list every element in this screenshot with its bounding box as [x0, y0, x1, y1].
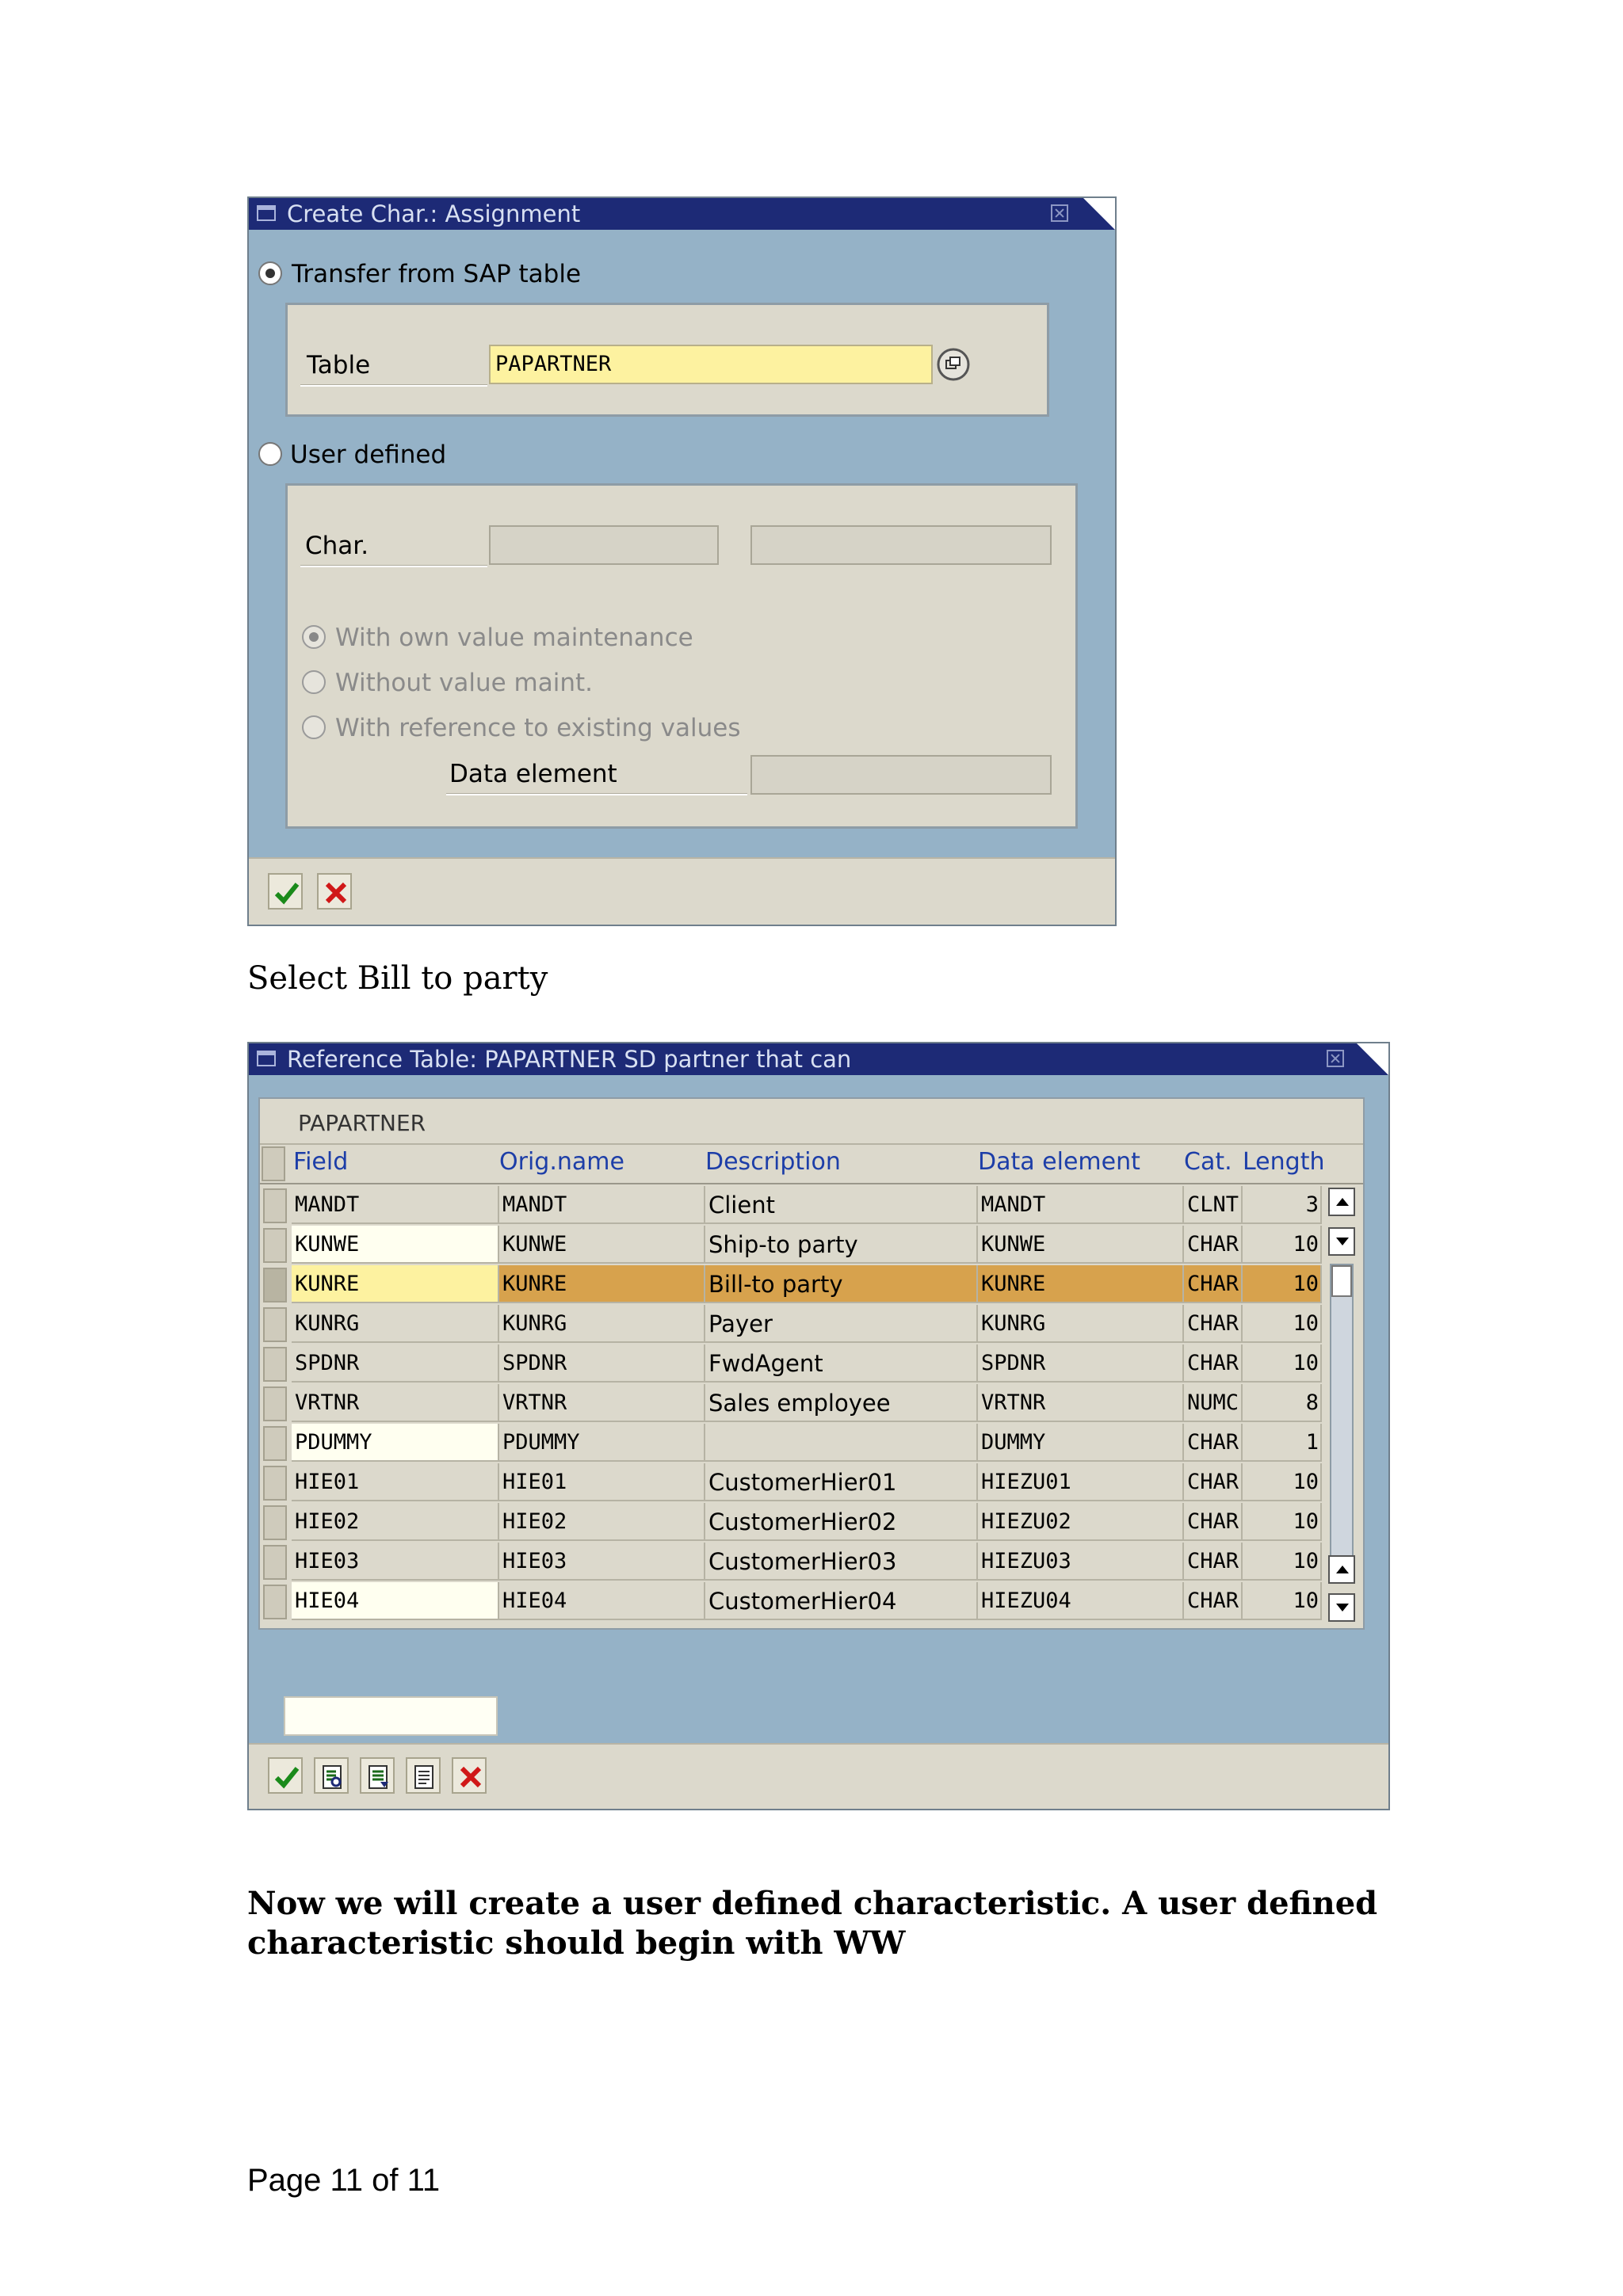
row-selector[interactable]	[263, 1505, 287, 1540]
reference-values-radio[interactable]	[302, 715, 326, 739]
row-selector[interactable]	[263, 1268, 287, 1302]
arrow-up-icon	[1335, 1196, 1350, 1207]
char-label: Char.	[305, 532, 369, 560]
cell-data-element[interactable]: VRTNR	[978, 1384, 1184, 1422]
row-selector[interactable]	[263, 1188, 287, 1223]
cell-description[interactable]: Sales employee	[705, 1384, 978, 1422]
row-selector[interactable]	[263, 1347, 287, 1382]
cell-cat[interactable]: CHAR	[1184, 1305, 1243, 1343]
column-header-cat[interactable]: Cat.	[1184, 1148, 1232, 1176]
reference-values-label: With reference to existing values	[335, 714, 741, 742]
value-help-icon	[936, 345, 971, 384]
cell-length[interactable]: 10	[1243, 1503, 1322, 1541]
cell-cat[interactable]: CHAR	[1184, 1226, 1243, 1264]
cell-field[interactable]: KUNRG	[292, 1305, 499, 1343]
instruction-user-defined: Now we will create a user defined characteristic. A user defined characteristic should begin with WW	[247, 1885, 1378, 1962]
cell-description[interactable]: Bill-to party	[705, 1265, 978, 1303]
cell-description[interactable]: CustomerHier01	[705, 1463, 978, 1501]
find-button[interactable]	[314, 1757, 349, 1794]
cell-cat[interactable]: CHAR	[1184, 1582, 1243, 1620]
cell-description[interactable]	[705, 1424, 978, 1462]
cell-orig-name[interactable]: KUNRG	[499, 1305, 705, 1343]
row-selector[interactable]	[263, 1545, 287, 1580]
cell-cat[interactable]: CHAR	[1184, 1424, 1243, 1462]
cell-cat[interactable]: CHAR	[1184, 1265, 1243, 1303]
scroll-down-button[interactable]	[1328, 1227, 1355, 1256]
cell-field[interactable]: KUNRE	[292, 1265, 499, 1303]
cell-field[interactable]: HIE04	[292, 1582, 499, 1620]
column-header-length[interactable]: Length	[1243, 1148, 1325, 1176]
cell-orig-name[interactable]: MANDT	[499, 1186, 705, 1224]
instruction-select-bill-to: Select Bill to party	[247, 960, 548, 997]
cell-orig-name[interactable]: HIE02	[499, 1503, 705, 1541]
cell-data-element[interactable]: MANDT	[978, 1186, 1184, 1224]
user-defined-group	[285, 483, 1078, 829]
cell-length[interactable]: 10	[1243, 1543, 1322, 1581]
vertical-scrollbar[interactable]	[1327, 1145, 1360, 1627]
cell-data-element[interactable]: KUNRE	[978, 1265, 1184, 1303]
cancel-button[interactable]	[452, 1757, 487, 1794]
column-header-data-element[interactable]: Data element	[978, 1148, 1140, 1176]
cell-description[interactable]: Ship-to party	[705, 1226, 978, 1264]
cell-description[interactable]: CustomerHier02	[705, 1503, 978, 1541]
cell-length[interactable]: 10	[1243, 1305, 1322, 1343]
cell-length[interactable]: 8	[1243, 1384, 1322, 1422]
cell-data-element[interactable]: KUNWE	[978, 1226, 1184, 1264]
column-header-description[interactable]: Description	[705, 1148, 841, 1176]
cell-field[interactable]: MANDT	[292, 1186, 499, 1224]
confirm-button[interactable]	[268, 1757, 303, 1794]
table-caption: PAPARTNER	[298, 1110, 426, 1136]
cell-cat[interactable]: CLNT	[1184, 1186, 1243, 1224]
reference-table	[258, 1097, 1365, 1630]
own-value-radio[interactable]	[302, 625, 326, 649]
cancel-icon	[458, 1764, 483, 1790]
transfer-label: Transfer from SAP table	[292, 260, 582, 288]
scroll-thumb[interactable]	[1331, 1265, 1352, 1297]
cell-description[interactable]: Payer	[705, 1305, 978, 1343]
cell-orig-name[interactable]: HIE04	[499, 1582, 705, 1620]
data-element-label: Data element	[449, 760, 617, 788]
reference-table-dialog	[247, 1042, 1390, 1810]
cell-data-element[interactable]: DUMMY	[978, 1424, 1184, 1462]
dialog-title-2: Reference Table: PAPARTNER SD partner that can	[287, 1046, 852, 1073]
cell-orig-name[interactable]: SPDNR	[499, 1344, 705, 1383]
cell-length[interactable]: 3	[1243, 1186, 1322, 1224]
cell-orig-name[interactable]: HIE01	[499, 1463, 705, 1501]
cell-field[interactable]: HIE02	[292, 1503, 499, 1541]
cell-field[interactable]: VRTNR	[292, 1384, 499, 1422]
own-value-label: With own value maintenance	[335, 624, 693, 652]
cell-field[interactable]: HIE03	[292, 1543, 499, 1581]
select-all-cell[interactable]	[262, 1146, 285, 1181]
row-selector[interactable]	[263, 1466, 287, 1501]
column-header-orig-name[interactable]: Orig.name	[499, 1148, 624, 1176]
cell-description[interactable]: CustomerHier03	[705, 1543, 978, 1581]
cell-data-element[interactable]: KUNRG	[978, 1305, 1184, 1343]
cell-orig-name[interactable]: KUNWE	[499, 1226, 705, 1264]
cancel-icon	[323, 880, 349, 906]
cell-field[interactable]: HIE01	[292, 1463, 499, 1501]
cell-cat[interactable]: NUMC	[1184, 1384, 1243, 1422]
create-char-assignment-dialog	[247, 196, 1117, 926]
arrow-down-icon	[1335, 1602, 1350, 1613]
cell-description[interactable]: CustomerHier04	[705, 1582, 978, 1620]
char-input[interactable]	[489, 525, 719, 565]
cell-data-element[interactable]: HIEZU04	[978, 1582, 1184, 1620]
details-icon	[412, 1764, 437, 1790]
table-header	[260, 1143, 1363, 1184]
char-description-input[interactable]	[750, 525, 1052, 565]
dialog-footer-2	[249, 1743, 1388, 1809]
details-button[interactable]	[406, 1757, 441, 1794]
cell-length[interactable]: 1	[1243, 1424, 1322, 1462]
cell-field[interactable]: PDUMMY	[292, 1424, 499, 1462]
user-defined-radio[interactable]	[258, 442, 282, 466]
window-icon	[257, 205, 276, 221]
cell-data-element[interactable]: HIEZU02	[978, 1503, 1184, 1541]
cell-orig-name[interactable]: HIE03	[499, 1543, 705, 1581]
table-label: Table	[307, 351, 371, 379]
scroll-page-down-button[interactable]	[1328, 1593, 1355, 1622]
cell-data-element[interactable]: HIEZU01	[978, 1463, 1184, 1501]
scroll-page-up-button[interactable]	[1328, 1555, 1355, 1584]
scroll-track[interactable]	[1330, 1264, 1354, 1582]
table-input[interactable]: PAPARTNER	[489, 345, 933, 384]
find-next-icon	[366, 1764, 391, 1790]
cell-description[interactable]: FwdAgent	[705, 1344, 978, 1383]
row-selector[interactable]	[263, 1228, 287, 1263]
cancel-button[interactable]	[317, 873, 352, 910]
cell-orig-name[interactable]: KUNRE	[499, 1265, 705, 1303]
find-next-button[interactable]	[360, 1757, 395, 1794]
cell-description[interactable]: Client	[705, 1186, 978, 1224]
find-icon	[320, 1764, 346, 1790]
cell-length[interactable]: 10	[1243, 1226, 1322, 1264]
scroll-up-button[interactable]	[1328, 1188, 1355, 1216]
value-help-button[interactable]	[936, 345, 971, 384]
cell-data-element[interactable]: HIEZU03	[978, 1543, 1184, 1581]
row-selector[interactable]	[263, 1585, 287, 1619]
data-element-input[interactable]	[750, 755, 1052, 795]
dialog-title-bar-2	[249, 1043, 1388, 1075]
cell-cat[interactable]: CHAR	[1184, 1344, 1243, 1383]
transfer-radio[interactable]	[258, 261, 282, 285]
cell-field[interactable]: KUNWE	[292, 1226, 499, 1264]
cell-length[interactable]: 10	[1243, 1344, 1322, 1383]
page-number: Page 11 of 11	[247, 2163, 441, 2198]
without-value-radio[interactable]	[302, 670, 326, 694]
cell-cat[interactable]: CHAR	[1184, 1543, 1243, 1581]
column-header-field[interactable]: Field	[293, 1148, 349, 1176]
cell-orig-name[interactable]: VRTNR	[499, 1384, 705, 1422]
arrow-up-icon	[1335, 1564, 1350, 1575]
cell-cat[interactable]: CHAR	[1184, 1463, 1243, 1501]
row-selector[interactable]	[263, 1386, 287, 1421]
table-body	[260, 1186, 1322, 1630]
row-selector[interactable]	[263, 1307, 287, 1342]
cell-length[interactable]: 10	[1243, 1582, 1322, 1620]
window-icon	[257, 1051, 276, 1066]
confirm-button[interactable]	[268, 873, 303, 910]
position-input[interactable]	[284, 1696, 498, 1736]
dialog-title: Create Char.: Assignment	[287, 200, 581, 227]
cell-field[interactable]: SPDNR	[292, 1344, 499, 1383]
user-defined-label: User defined	[290, 441, 447, 469]
cell-length[interactable]: 10	[1243, 1265, 1322, 1303]
without-value-label: Without value maint.	[335, 669, 594, 697]
checkmark-icon	[274, 880, 300, 906]
cell-length[interactable]: 10	[1243, 1463, 1322, 1501]
row-selector[interactable]	[263, 1426, 287, 1461]
arrow-down-icon	[1335, 1236, 1350, 1247]
close-icon[interactable]	[1051, 204, 1068, 222]
checkmark-icon	[274, 1764, 300, 1790]
cell-cat[interactable]: CHAR	[1184, 1503, 1243, 1541]
close-icon[interactable]	[1327, 1050, 1344, 1067]
dialog-footer	[249, 857, 1115, 925]
table-group	[285, 303, 1049, 417]
dialog-title-bar	[249, 198, 1115, 230]
cell-orig-name[interactable]: PDUMMY	[499, 1424, 705, 1462]
cell-data-element[interactable]: SPDNR	[978, 1344, 1184, 1383]
